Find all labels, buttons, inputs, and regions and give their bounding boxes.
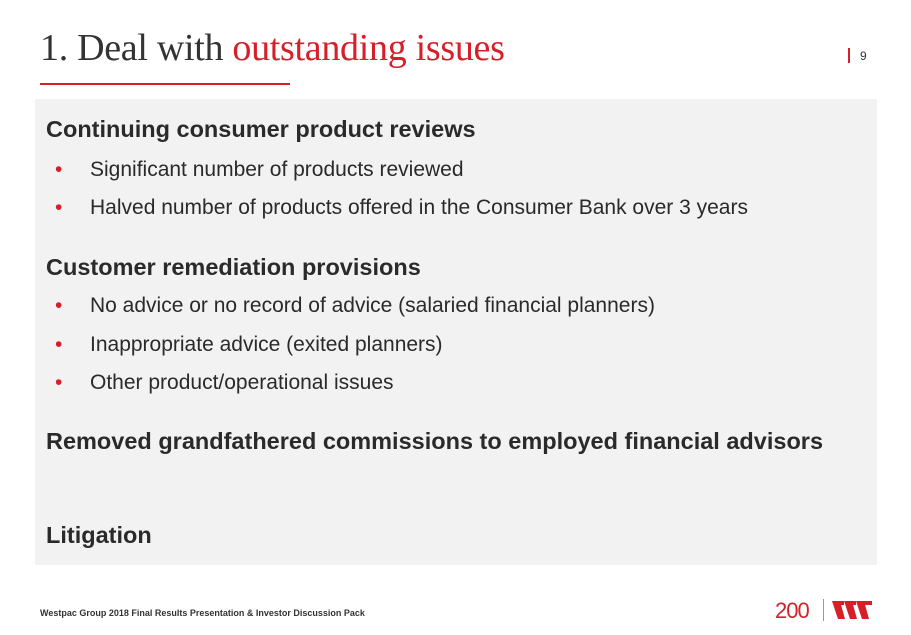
bullet-icon: • (55, 158, 63, 181)
bullet-icon: • (55, 196, 63, 219)
section-heading-customer-remediation: Customer remediation provisions (46, 254, 421, 280)
page-number-divider (848, 48, 850, 63)
list-item-text: Halved number of products offered in the Consumer Bank over 3 years (90, 196, 748, 219)
list-item (55, 333, 443, 357)
page-title (40, 26, 505, 70)
list-item-text: Significant number of products reviewed (90, 158, 464, 181)
footer-caption: Westpac Group 2018 Final Results Presentation & Investor Discussion Pack (40, 608, 365, 618)
bullet-icon: • (55, 371, 63, 394)
bicentenary-logo: 200 (775, 598, 809, 623)
title-underline (40, 83, 290, 85)
logo-divider (823, 599, 824, 621)
section-heading-litigation: Litigation (46, 522, 152, 548)
title-prefix: 1. Deal with (40, 27, 233, 69)
section-heading-consumer-product-reviews: Continuing consumer product reviews (46, 116, 476, 142)
list-item (55, 196, 748, 220)
content-panel (35, 99, 877, 565)
list-item (55, 294, 655, 318)
page-number: 9 (860, 49, 867, 63)
bullet-icon: • (55, 333, 63, 356)
list-item (55, 158, 464, 182)
list-item-text: No advice or no record of advice (salaried financial planners) (90, 294, 655, 317)
bullet-icon: • (55, 294, 63, 317)
list-item-text: Other product/operational issues (90, 371, 394, 394)
section-heading-grandfathered-commissions: Removed grandfathered commissions to employed financial advisors (46, 428, 824, 454)
list-item-text: Inappropriate advice (exited planners) (90, 333, 443, 356)
list-item (55, 371, 394, 395)
title-accent: outstanding issues (232, 27, 505, 69)
westpac-w-logo-icon (832, 601, 872, 619)
